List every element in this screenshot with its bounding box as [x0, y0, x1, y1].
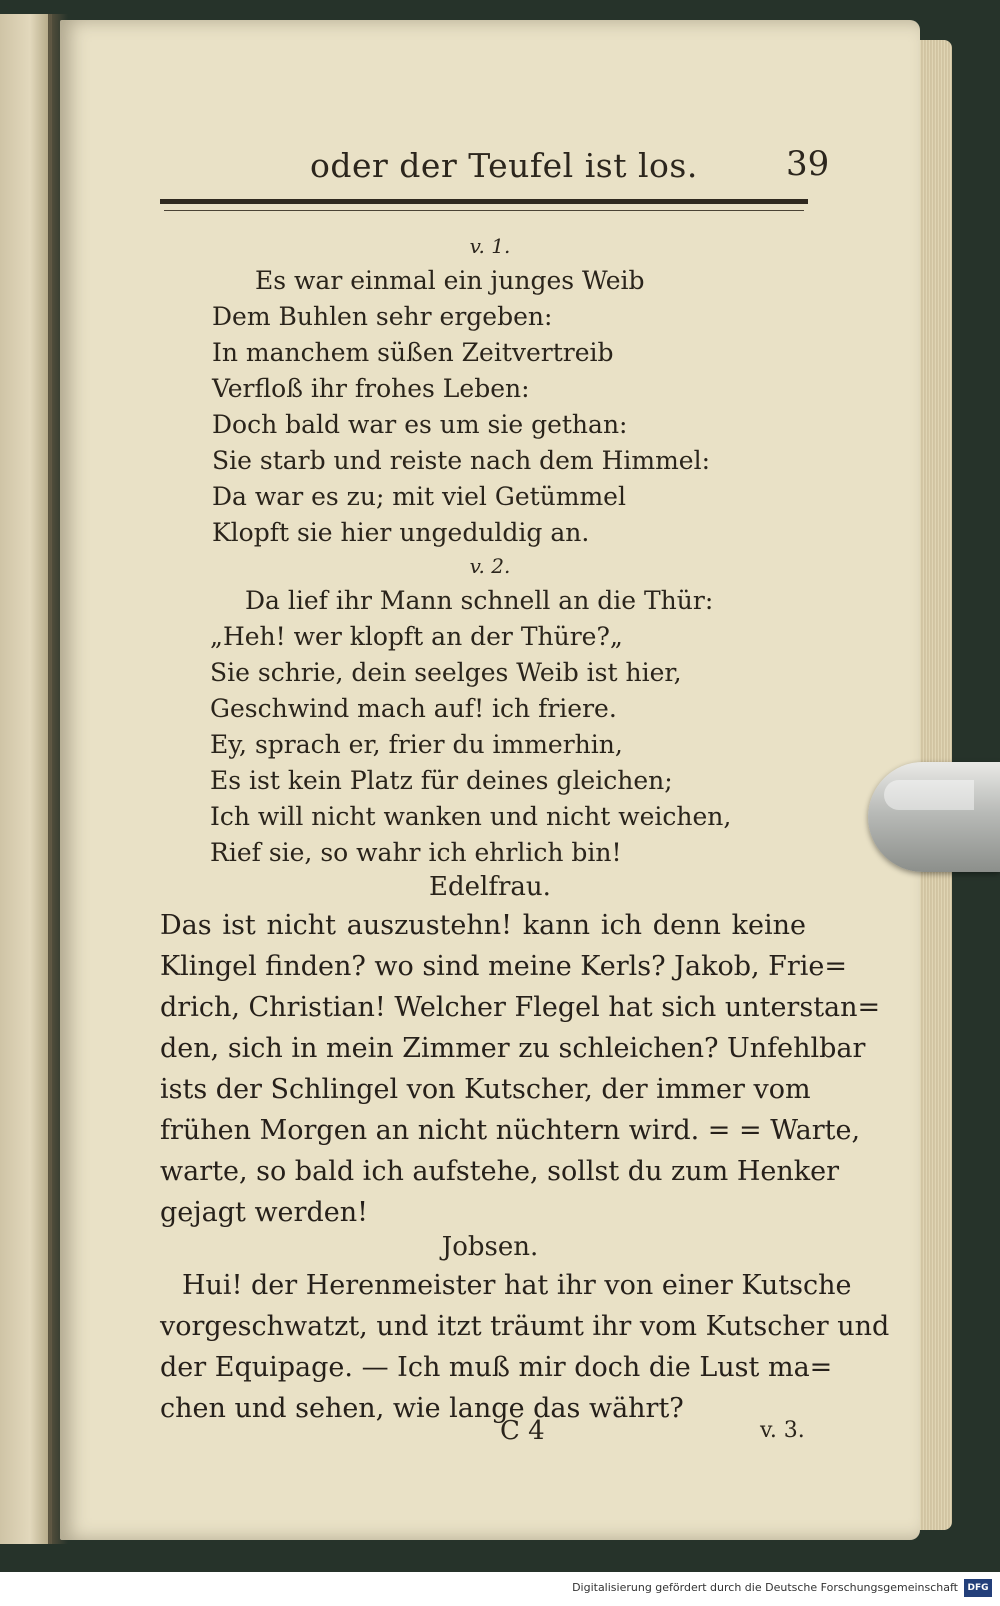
verse-line: Es ist kein Platz für deines gleichen;: [210, 766, 673, 795]
verse-line: Sie starb und reiste nach dem Himmel:: [212, 446, 710, 475]
header-rule-thick: [160, 199, 808, 204]
prose-line: den, sich in mein Zimmer zu schleichen? Unfehlbar: [160, 1033, 866, 1064]
page-clip: [868, 762, 1000, 872]
verse-line: Ich will nicht wanken und nicht weichen,: [210, 802, 732, 831]
verse-line: Da lief ihr Mann schnell an die Thür:: [245, 586, 714, 615]
verse-line: Geschwind mach auf! ich friere.: [210, 694, 617, 723]
prose-line: gejagt werden!: [160, 1197, 368, 1228]
verse-number-1: v. 1.: [469, 234, 511, 258]
page-number: 39: [786, 144, 830, 184]
verse-line: Klopft sie hier ungeduldig an.: [212, 518, 590, 547]
prose-line: chen und sehen, wie lange das währt?: [160, 1393, 684, 1424]
verse-line: Verfloß ihr frohes Leben:: [212, 374, 530, 403]
verse-line: Es war einmal ein junges Weib: [255, 266, 645, 295]
verse-line: Ey, sprach er, frier du immerhin,: [210, 730, 623, 759]
page-clip-highlight: [884, 780, 974, 810]
verse-line: Doch bald war es um sie gethan:: [212, 410, 628, 439]
verse-line: Da war es zu; mit viel Getümmel: [212, 482, 626, 511]
prose-line: Das ist nicht auszustehn! kann ich denn keine: [160, 910, 806, 941]
verse-line: Rief sie, so wahr ich ehrlich bin!: [210, 838, 622, 867]
verse-number-2: v. 2.: [469, 554, 511, 578]
verse-line: Sie schrie, dein seelges Weib ist hier,: [210, 658, 682, 687]
page-header: [60, 128, 920, 188]
book-page: [60, 20, 920, 1540]
prose-line: der Equipage. — Ich muß mir doch die Lust ma=: [160, 1352, 833, 1383]
prose-line: warte, so bald ich aufstehe, sollst du zum Henker: [160, 1156, 839, 1187]
prose-line: Klingel finden? wo sind meine Kerls? Jakob, Frie=: [160, 951, 848, 982]
running-head: oder der Teufel ist los.: [310, 146, 698, 185]
prose-line: Hui! der Herenmeister hat ihr von einer Kutsche: [182, 1270, 852, 1301]
speaker-name: Jobsen.: [441, 1232, 539, 1262]
dfg-logo: DFG: [964, 1579, 992, 1597]
verse-line: „Heh! wer klopft an der Thüre?„: [210, 622, 623, 651]
speaker-name: Edelfrau.: [429, 872, 551, 902]
footer-bar: [0, 1572, 1000, 1606]
prose-line: vorgeschwatzt, und itzt träumt ihr vom Kutscher und: [160, 1311, 890, 1342]
previous-page-edge: [0, 14, 52, 1544]
verse-line: In manchem süßen Zeitvertreib: [212, 338, 614, 367]
prose-line: frühen Morgen an nicht nüchtern wird. = = Warte,: [160, 1115, 861, 1146]
prose-line: drich, Christian! Welcher Flegel hat sich unterstan=: [160, 992, 881, 1023]
signature-mark: C 4: [500, 1416, 545, 1446]
verse-line: Dem Buhlen sehr ergeben:: [212, 302, 553, 331]
prose-line: ists der Schlingel von Kutscher, der immer vom: [160, 1074, 811, 1105]
header-rule-thin: [164, 210, 804, 211]
footer-credit: Digitalisierung gefördert durch die Deutsche Forschungsgemeinschaft: [572, 1581, 958, 1594]
catchword: v. 3.: [760, 1418, 805, 1443]
